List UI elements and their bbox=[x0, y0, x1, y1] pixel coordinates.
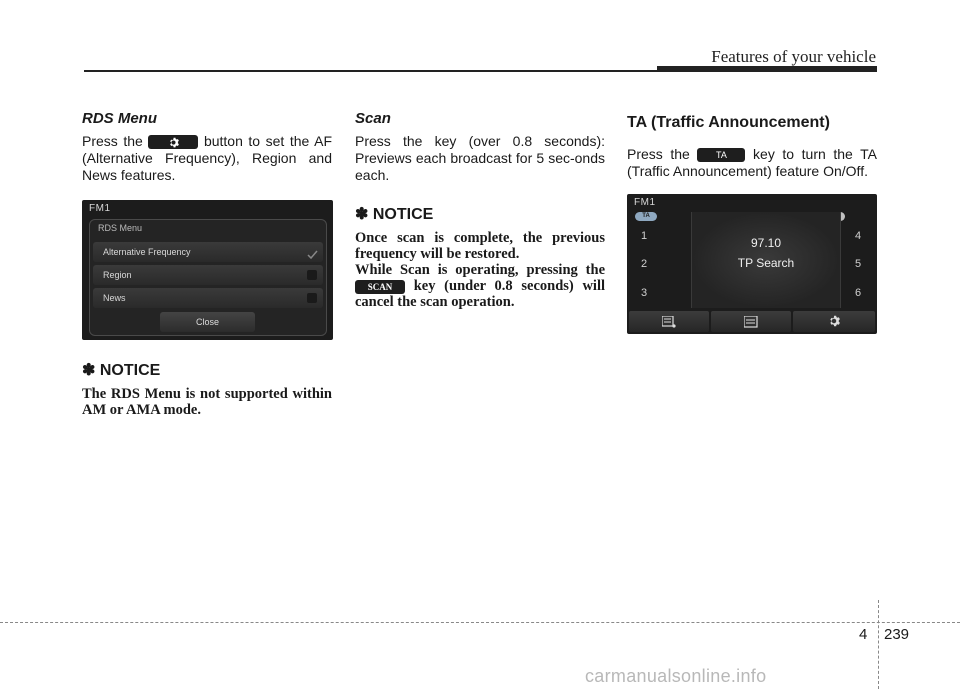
checkbox-icon bbox=[307, 270, 317, 280]
rds-notice-heading: ✽ NOTICE bbox=[82, 362, 161, 379]
rds-text-after: button to set the AF (Alternative Frequency), Region and News features. bbox=[82, 133, 333, 183]
menu-item-label: Region bbox=[103, 270, 132, 280]
preset-6[interactable]: 6 bbox=[855, 287, 862, 299]
tp-search-status: TP Search bbox=[737, 256, 795, 270]
gear-icon bbox=[168, 137, 179, 148]
preset-5[interactable]: 5 bbox=[855, 258, 862, 270]
page-number: 239 bbox=[884, 626, 910, 643]
gear-icon bbox=[828, 315, 840, 327]
check-icon bbox=[307, 247, 317, 257]
rds-menu-panel bbox=[89, 219, 327, 336]
menu-item-news[interactable] bbox=[93, 288, 323, 308]
ta-indicator: TA bbox=[635, 212, 657, 221]
scan-instruction: Press the key (over 0.8 seconds): Previews each broadcast for 5 sec-onds each. bbox=[355, 133, 605, 183]
frequency-display bbox=[691, 212, 841, 308]
rds-menu-title: RDS Menu bbox=[98, 223, 143, 233]
ta-text-after: key to turn the TA (Traffic Announcement) feature On/Off. bbox=[627, 146, 878, 179]
header-rule bbox=[84, 70, 657, 72]
preset-2[interactable]: 2 bbox=[641, 258, 648, 270]
header-bar bbox=[657, 66, 877, 72]
scan-notice-after: key (under 0.8 seconds) will cancel the scan operation. bbox=[355, 278, 605, 310]
column-ta bbox=[627, 110, 877, 334]
menu-item-label: Alternative Frequency bbox=[103, 247, 191, 257]
rds-menu-screen bbox=[82, 200, 333, 340]
scan-heading: Scan bbox=[355, 110, 391, 127]
ta-screen bbox=[627, 194, 877, 334]
band-label: FM1 bbox=[89, 203, 111, 214]
list-icon bbox=[662, 316, 676, 328]
preset-1[interactable]: 1 bbox=[641, 230, 648, 242]
scan-notice-before: While Scan is operating, pressing the bbox=[355, 262, 605, 278]
auto-store-icon bbox=[744, 316, 758, 328]
list-button[interactable] bbox=[629, 311, 709, 332]
checkbox-icon bbox=[307, 293, 317, 303]
ta-heading: TA (Traffic Announcement) bbox=[627, 114, 830, 131]
menu-item-region[interactable] bbox=[93, 265, 323, 285]
column-scan bbox=[355, 110, 605, 310]
frequency-value: 97.10 bbox=[750, 236, 782, 250]
rds-heading: RDS Menu bbox=[82, 110, 157, 127]
footer-divider bbox=[878, 600, 879, 689]
rds-instruction bbox=[82, 133, 332, 184]
ta-instruction bbox=[627, 146, 877, 180]
section-title: Features of your vehicle bbox=[711, 47, 876, 66]
menu-item-label: News bbox=[103, 293, 126, 303]
band-label: FM1 bbox=[634, 197, 656, 208]
watermark: carmanualsonline.info bbox=[585, 666, 767, 686]
ta-text-before: Press the bbox=[627, 146, 690, 162]
chapter-number: 4 bbox=[859, 626, 868, 643]
preset-3[interactable]: 3 bbox=[641, 287, 648, 299]
setup-button[interactable] bbox=[793, 311, 875, 332]
rds-text-before: Press the bbox=[82, 133, 143, 149]
scan-notice-text-2 bbox=[355, 262, 605, 310]
rds-notice-text: The RDS Menu is not supported within AM or AMA mode. bbox=[82, 386, 332, 418]
setup-key bbox=[148, 135, 198, 149]
scan-notice-heading: ✽ NOTICE bbox=[355, 206, 434, 223]
preset-4[interactable]: 4 bbox=[855, 230, 862, 242]
column-rds bbox=[82, 110, 332, 418]
auto-store-button[interactable] bbox=[711, 311, 791, 332]
scan-key: SCAN bbox=[355, 280, 405, 294]
scan-notice-text-1: Once scan is complete, the previous frequency will be restored. bbox=[355, 230, 605, 262]
close-button[interactable]: Close bbox=[160, 312, 255, 332]
menu-item-alternative-frequency[interactable] bbox=[93, 242, 323, 262]
ta-key: TA bbox=[697, 148, 745, 162]
footer-rule bbox=[0, 622, 960, 623]
